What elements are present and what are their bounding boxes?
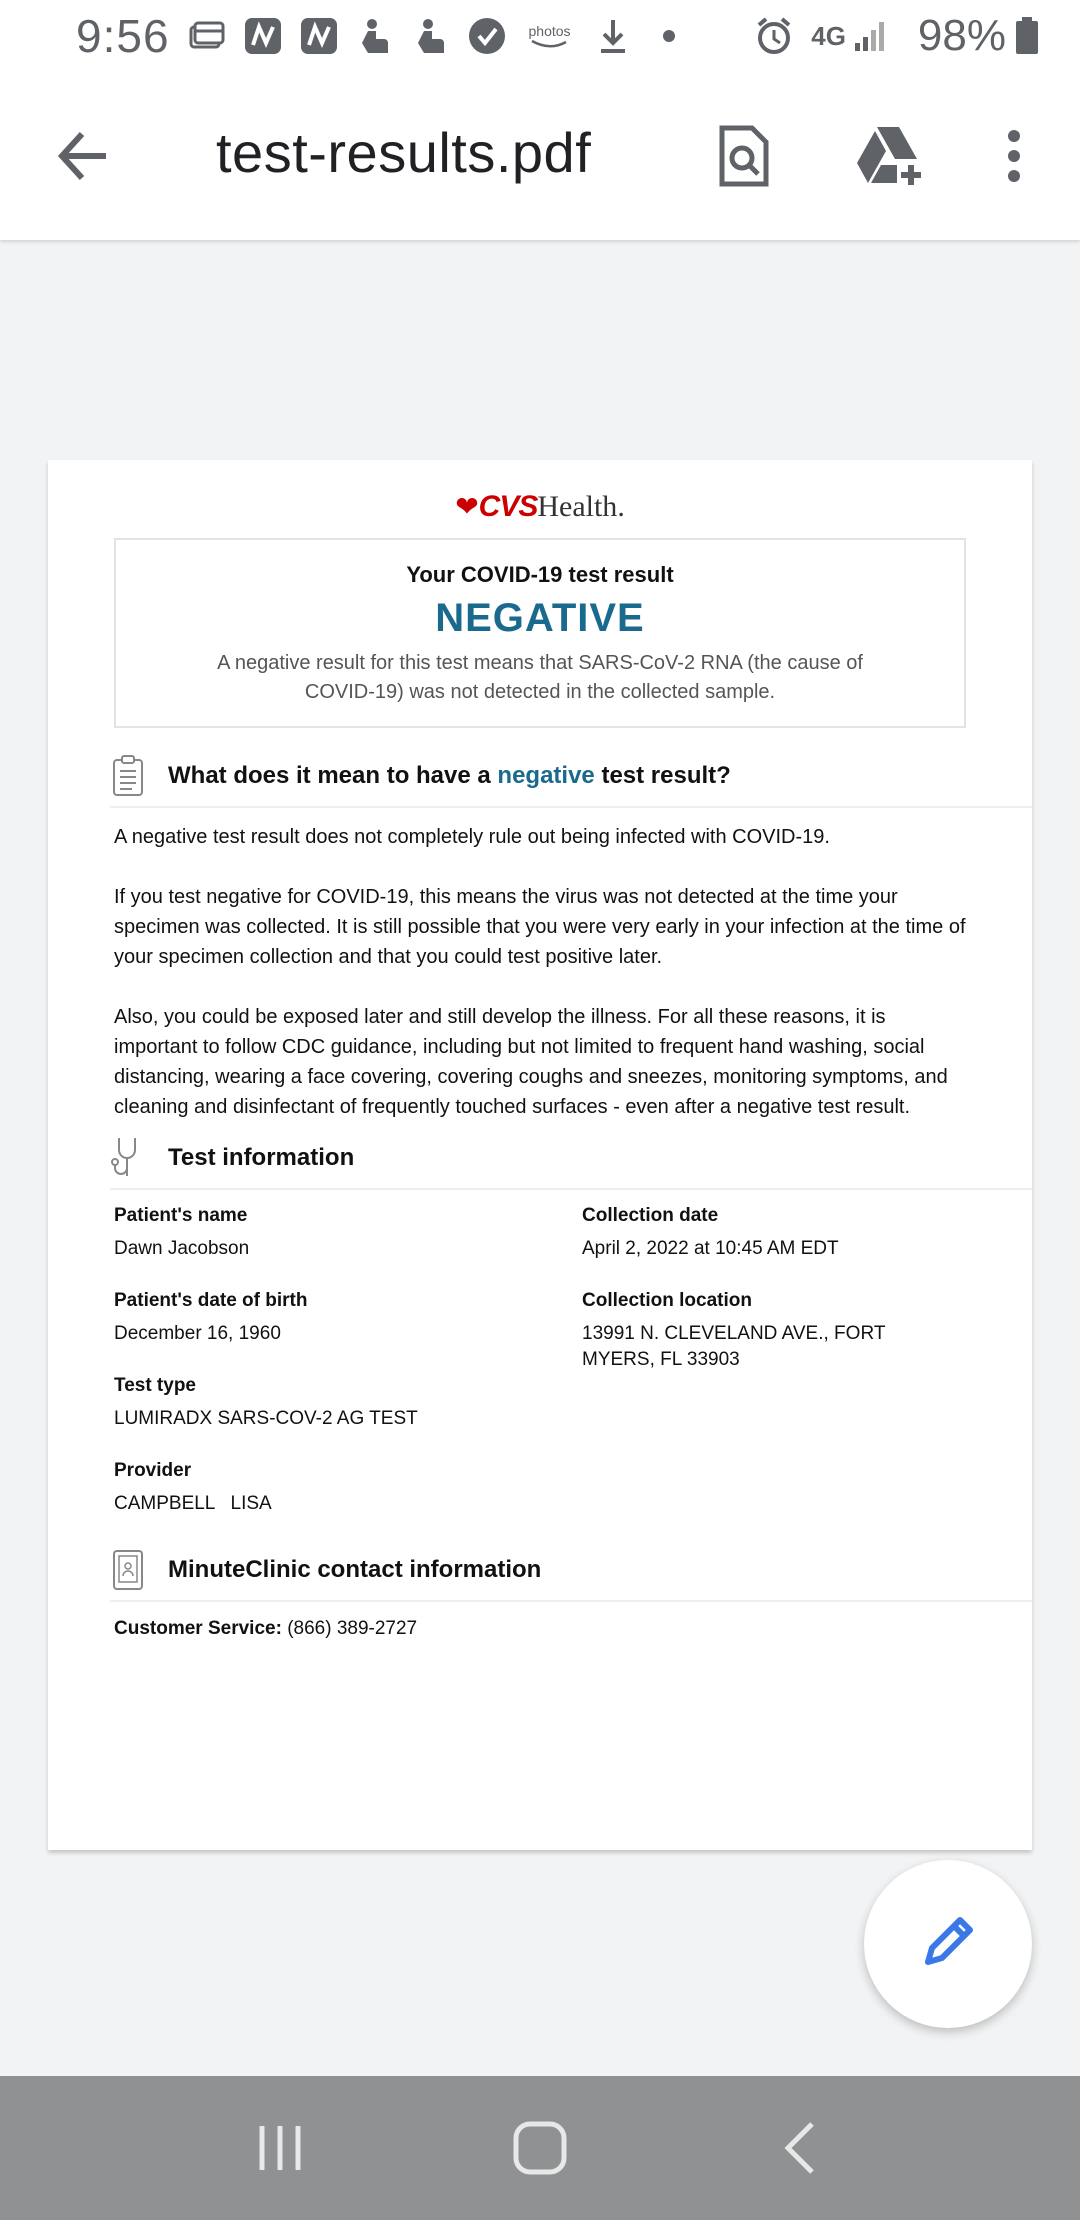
- provider-label: Provider: [114, 1460, 192, 1481]
- touch-icon: [356, 17, 394, 55]
- app-n-icon: [244, 17, 282, 55]
- dob-value: December 16, 1960: [114, 1323, 281, 1344]
- customer-service-label: Customer Service:: [114, 1618, 282, 1639]
- meaning-title-post: test result?: [594, 762, 731, 789]
- pdf-page[interactable]: [48, 460, 1032, 1850]
- heart-icon: ❤: [455, 491, 479, 522]
- patient-name-label: Patient's name: [114, 1205, 248, 1226]
- meaning-section-header: [110, 746, 1032, 808]
- test-type-label: Test type: [114, 1375, 197, 1396]
- cvs-health-logo: [48, 490, 1032, 524]
- wallet-icon: [188, 17, 226, 55]
- result-description: A negative result for this test means that SARS-CoV-2 RNA (the cause of COVID-19) was not detected in the collected sample.: [217, 652, 863, 703]
- result-value: NEGATIVE: [435, 596, 645, 640]
- back-icon[interactable]: [760, 2108, 840, 2188]
- logo-mark: .: [617, 490, 625, 523]
- contact-section-header: [110, 1540, 1032, 1602]
- status-right: [755, 11, 1040, 61]
- back-arrow-icon[interactable]: [56, 128, 112, 184]
- customer-service-phone[interactable]: (866) 389-2727: [287, 1618, 418, 1639]
- battery-percent: 98%: [917, 11, 1006, 60]
- result-box: [114, 538, 966, 728]
- system-nav-bar: [0, 2076, 1080, 2220]
- provider-value: CAMPBELL LISA: [114, 1493, 272, 1514]
- home-icon[interactable]: [500, 2108, 580, 2188]
- collection-location-label: Collection location: [582, 1290, 752, 1311]
- meaning-paragraph-1: A negative test result does not completely rule out being infected with COVID-19.: [114, 826, 830, 848]
- drive-add-icon[interactable]: [850, 120, 930, 192]
- amazon-photos-icon: [524, 17, 576, 55]
- app-n-icon: [300, 17, 338, 55]
- more-vert-icon[interactable]: [978, 120, 1050, 192]
- status-bar: [0, 0, 1080, 72]
- logo-brand: CVS: [478, 490, 538, 523]
- dob-label: Patient's date of birth: [114, 1290, 308, 1311]
- contact-section-title: MinuteClinic contact information: [168, 1556, 542, 1583]
- customer-service-line: [114, 1618, 417, 1640]
- status-time: 9:56: [76, 10, 170, 62]
- meaning-paragraph-3: Also, you could be exposed later and still develop the illness. For all these reasons, it is important to follow CDC guidance, including but not limited to frequent hand washing, social distancing, wearing a face covering, covering coughs and sneezes, monitoring symptoms, and cleaning and disinfectant of frequently touched surfaces - even after a negative test result.: [114, 1006, 948, 1118]
- collection-date-value: April 2, 2022 at 10:45 AM EDT: [582, 1238, 839, 1259]
- meaning-section-title: [168, 762, 731, 790]
- test-info-section-header: [110, 1128, 1032, 1190]
- meaning-title-pre: What does it mean to have a: [168, 762, 498, 789]
- edit-pencil-icon: [918, 1912, 978, 1977]
- file-title: test-results.pdf: [216, 121, 592, 184]
- signal-icon: [852, 17, 890, 55]
- dot-icon: [650, 17, 688, 55]
- find-in-document-icon[interactable]: [708, 120, 780, 192]
- patient-name-value: Dawn Jacobson: [114, 1238, 250, 1259]
- network-label: 4G: [811, 20, 846, 51]
- photos-label: photos: [528, 23, 571, 39]
- alarm-icon: [755, 17, 793, 55]
- meaning-title-accent: negative: [497, 762, 595, 789]
- battery-icon: [1014, 17, 1040, 55]
- collection-location-line-2: MYERS, FL 33903: [582, 1349, 740, 1370]
- meaning-paragraph-2: If you test negative for COVID-19, this means the virus was not detected at the time your specimen was collected. It is still possible that you were very early in your infection at the time of your specimen collection and that you could test positive later.: [114, 886, 966, 968]
- logo-suffix: Health: [537, 490, 618, 523]
- stethoscope-icon: [110, 1136, 146, 1180]
- clipboard-icon: [110, 754, 146, 798]
- collection-date-label: Collection date: [582, 1205, 719, 1226]
- phone-device-icon: [110, 1548, 146, 1592]
- check-circle-icon: [468, 17, 506, 55]
- recents-icon[interactable]: [240, 2108, 320, 2188]
- test-info-title: Test information: [168, 1144, 355, 1171]
- download-icon: [594, 17, 632, 55]
- test-type-value: LUMIRADX SARS-COV-2 AG TEST: [114, 1408, 418, 1429]
- touch-icon: [412, 17, 450, 55]
- edit-fab-button[interactable]: [864, 1860, 1032, 2028]
- app-bar: [0, 72, 1080, 240]
- collection-location-line-1: 13991 N. CLEVELAND AVE., FORT: [582, 1323, 886, 1344]
- result-heading: Your COVID-19 test result: [406, 562, 674, 587]
